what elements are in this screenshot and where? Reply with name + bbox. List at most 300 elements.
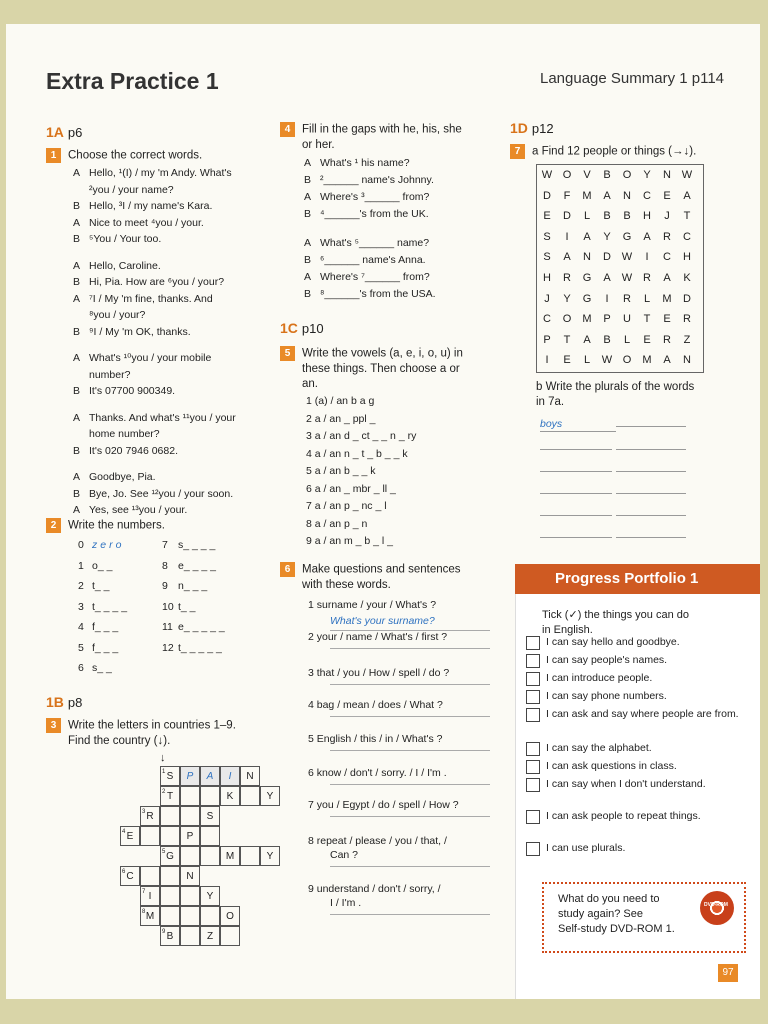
cell-letter: E <box>126 831 134 842</box>
speaker: A <box>304 191 312 203</box>
section-1c: 1C p10 <box>280 320 324 336</box>
line-text: ²______ name's Johnny. <box>320 174 434 186</box>
speaker: A <box>73 216 81 229</box>
ex5-line: 7 a / an p _ nc _ l <box>306 500 387 512</box>
cell-letter: K <box>226 791 234 802</box>
crossword-cell <box>240 766 260 786</box>
grid-letter: M <box>642 354 652 367</box>
number-row <box>78 579 207 593</box>
grid-letter: L <box>643 292 651 305</box>
crossword-cell <box>200 906 220 926</box>
cell-letter: N <box>186 871 194 882</box>
portfolio-item-text: I can say people's names. <box>546 654 668 666</box>
grid-letter: K <box>683 271 691 284</box>
grid-letter: G <box>622 230 632 243</box>
grid-letter: A <box>583 333 591 346</box>
cell-letter: O <box>226 911 234 922</box>
portfolio-item <box>546 842 746 855</box>
grid-letter: W <box>681 169 693 181</box>
number-word: t_ _ <box>178 600 196 613</box>
crossword-cell <box>240 786 260 806</box>
crossword-grid <box>110 766 274 946</box>
ex1-line <box>73 292 213 306</box>
number-digit: 6 <box>78 662 84 674</box>
grid-letter: O <box>622 354 632 367</box>
number-row <box>78 620 225 634</box>
speaker: A <box>304 157 312 169</box>
line-text: ⁴______'s from the UK. <box>320 208 429 220</box>
portfolio-intro: Tick (✓) the things you can do in English. <box>542 609 689 636</box>
portfolio-item <box>546 636 746 649</box>
line-text: Goodbye, Pia. <box>89 471 156 483</box>
ex1-line <box>73 368 130 382</box>
ex1-line <box>73 427 160 441</box>
crossword-cell <box>200 766 220 786</box>
grid-letter: M <box>582 313 592 326</box>
crossword-cell <box>200 886 220 906</box>
tick-checkbox[interactable] <box>526 760 540 774</box>
crossword-cell <box>140 906 160 926</box>
number-digit: 7 <box>162 539 168 551</box>
grid-letter: C <box>643 189 651 202</box>
ex5-line: 6 a / an _ mbr _ ll _ <box>306 482 396 495</box>
grid-letter: C <box>683 230 691 243</box>
dvd-rom-icon: DVD-ROM <box>700 891 734 925</box>
grid-letter: O <box>562 313 572 326</box>
grid-letter: P <box>603 313 611 326</box>
grid-letter: O <box>622 169 632 181</box>
ex7b-heading: b Write the plurals of the words in 7a. <box>536 381 695 408</box>
page-title: Extra Practice 1 <box>46 68 219 94</box>
line-text: What's ¹⁰you / your mobile <box>89 352 212 364</box>
grid-letter: B <box>603 210 611 223</box>
cell-letter: I <box>228 771 232 782</box>
number-row <box>78 661 178 675</box>
speaker: B <box>73 200 81 212</box>
ex6-item: 3 that / you / How / spell / do ? <box>308 667 450 679</box>
answer-line <box>330 716 490 717</box>
crossword-cell <box>220 926 240 946</box>
ex1-line <box>73 199 212 213</box>
grid-letter: L <box>583 354 591 367</box>
crossword-cell <box>180 906 200 926</box>
crossword-cell <box>120 866 140 886</box>
speaker: B <box>304 254 312 266</box>
ex5-line: 2 a / an _ ppl _ <box>306 412 376 425</box>
grid-row <box>537 247 703 268</box>
number-word: o_ _ <box>92 559 113 572</box>
study-text-1: What do you need to <box>558 893 660 905</box>
tick-checkbox[interactable] <box>526 636 540 650</box>
grid-letter: R <box>563 271 571 284</box>
speaker: A <box>73 504 81 516</box>
ex1-line <box>73 351 211 365</box>
ex5-line: 4 a / an n _ t _ b _ _ k <box>306 447 408 460</box>
ex6-item: 6 know / don't / sorry. / I / I'm . <box>308 767 447 779</box>
cell-letter: P <box>186 831 194 842</box>
portfolio-item <box>546 760 746 773</box>
portfolio-item <box>546 708 746 721</box>
number-word: n_ _ _ <box>178 580 208 592</box>
answer-line <box>330 684 490 685</box>
number-digit: 1 <box>78 559 84 572</box>
number-digit: 12 <box>162 641 174 654</box>
grid-letter: I <box>605 292 609 305</box>
tick-checkbox[interactable] <box>526 778 540 792</box>
portfolio-item <box>546 690 746 703</box>
answer-line <box>330 750 490 751</box>
grid-letter: O <box>562 169 572 181</box>
number-digit: 0 <box>78 539 84 551</box>
tick-checkbox[interactable] <box>526 654 540 668</box>
grid-letter: U <box>623 313 631 326</box>
cell-letter: M <box>225 851 235 862</box>
grid-letter: W <box>601 354 613 367</box>
line-text: ⁷I / My 'm fine, thanks. And <box>89 292 213 305</box>
ex6-item: 7 you / Egypt / do / spell / How ? <box>308 799 459 811</box>
line-text: What's ¹ his name? <box>320 157 410 169</box>
grid-letter: Y <box>563 292 571 305</box>
grid-letter: A <box>603 271 611 284</box>
ex4-line <box>304 270 430 284</box>
cell-letter: Z <box>206 931 214 942</box>
number-digit: 11 <box>162 621 173 633</box>
line-text: number? <box>89 368 131 381</box>
answer-line <box>330 866 490 867</box>
plural-answer-lines: boys <box>540 417 700 542</box>
crossword-cell <box>160 786 180 806</box>
number-digit: 8 <box>162 559 168 572</box>
grid-letter: J <box>664 210 670 223</box>
portfolio-item-text: I can use plurals. <box>546 842 626 854</box>
grid-letter: H <box>643 210 651 223</box>
ex6-item: 9 understand / don't / sorry, / <box>308 883 441 895</box>
portfolio-item <box>546 672 746 685</box>
crossword-cell <box>200 806 220 826</box>
number-row <box>78 641 222 655</box>
grid-letter: C <box>543 313 551 326</box>
speaker: A <box>73 471 81 483</box>
ex5-line: 1 (a) / an b a g <box>306 395 375 407</box>
crossword-cell <box>260 846 280 866</box>
speaker: A <box>73 259 81 272</box>
grid-row <box>537 268 703 289</box>
page-number: 97 <box>718 964 738 982</box>
number-digit: 9 <box>162 580 168 592</box>
number-row <box>78 559 216 573</box>
line-text: Yes, see ¹³you / your. <box>89 504 188 516</box>
speaker: B <box>73 276 81 288</box>
ex6-item: 1 surname / your / What's ? <box>308 599 437 611</box>
clue-number: 3 <box>142 809 146 815</box>
grid-letter: Y <box>603 230 611 243</box>
ex1-line <box>73 308 145 322</box>
grid-letter: P <box>543 333 551 346</box>
grid-letter: T <box>643 313 651 326</box>
grid-letter: G <box>582 271 592 284</box>
grid-letter: D <box>683 292 691 305</box>
line-text: Thanks. And what's ¹¹you / your <box>89 411 236 424</box>
grid-letter: E <box>543 210 551 223</box>
crossword-cell <box>180 766 200 786</box>
study-text-2: study again? See <box>558 908 644 920</box>
portfolio-item <box>546 742 746 755</box>
grid-letter: W <box>621 271 633 284</box>
answer-line <box>330 816 490 817</box>
grid-letter: B <box>603 333 611 346</box>
cell-letter: B <box>166 931 174 942</box>
grid-row <box>537 227 703 248</box>
crossword-cell <box>120 826 140 846</box>
cell-letter: T <box>166 791 174 802</box>
speaker: B <box>73 444 81 457</box>
grid-letter: R <box>663 333 671 346</box>
line-text: Hello, Caroline. <box>89 259 161 272</box>
speaker: B <box>73 233 81 245</box>
clue-number: 5 <box>162 849 166 855</box>
line-text: ⁶______ name's Anna. <box>320 254 426 266</box>
speaker: B <box>73 325 81 338</box>
tick-checkbox[interactable] <box>526 742 540 756</box>
ex1-line <box>73 444 178 458</box>
portfolio-item-text: I can ask people to repeat things. <box>546 810 701 822</box>
crossword-cell <box>220 906 240 926</box>
portfolio-item-text: I can introduce people. <box>546 672 653 684</box>
ex5-line: 8 a / an p _ n <box>306 517 368 530</box>
tick-checkbox[interactable] <box>526 672 540 686</box>
grid-letter: M <box>582 189 592 202</box>
crossword-cell <box>180 926 200 946</box>
tick-checkbox[interactable] <box>526 810 540 824</box>
grid-letter: R <box>623 292 631 305</box>
ex6-item: 2 your / name / What's / first ? <box>308 631 448 643</box>
number-digit: 2 <box>78 580 84 592</box>
speaker: B <box>73 487 81 500</box>
ex4-line <box>304 287 436 301</box>
crossword-cell <box>160 866 180 886</box>
section-1d: 1D p12 <box>510 120 554 136</box>
portfolio-title: Progress Portfolio 1 <box>515 564 760 594</box>
line-text: What's ⁵______ name? <box>320 237 430 249</box>
language-summary-ref: Language Summary 1 p114 <box>540 70 725 87</box>
grid-letter: H <box>543 271 551 284</box>
ex4-line <box>304 173 434 187</box>
speaker: A <box>73 292 81 305</box>
ex1-heading: 1 Choose the correct words. <box>46 148 202 164</box>
portfolio-item-text: I can say hello and goodbye. <box>546 636 680 648</box>
portfolio-item <box>546 778 746 791</box>
speaker: A <box>73 167 81 179</box>
ex5-line: 5 a / an b _ _ k <box>306 465 376 477</box>
workbook-page <box>6 24 760 999</box>
ex6-item: 5 English / this / in / What's ? <box>308 733 443 745</box>
grid-letter: R <box>663 230 671 243</box>
grid-row <box>537 309 703 330</box>
cell-letter: S <box>206 811 214 822</box>
ex1-line <box>73 384 175 398</box>
grid-letter: A <box>563 251 571 264</box>
ex6-item-continued: Can ? <box>330 849 359 861</box>
ex4-line <box>304 207 429 221</box>
portfolio-item-text: I can ask and say where people are from. <box>546 708 739 720</box>
number-row <box>78 538 215 552</box>
grid-letter: A <box>603 189 611 202</box>
grid-letter: R <box>683 313 691 326</box>
grid-letter: W <box>541 169 553 181</box>
tick-checkbox[interactable] <box>526 842 540 856</box>
ex6-item: 8 repeat / please / you / that, / <box>308 835 447 847</box>
crossword-cell <box>200 786 220 806</box>
crossword-cell <box>140 806 160 826</box>
grid-row <box>537 186 703 207</box>
crossword-cell <box>180 866 200 886</box>
cell-letter: G <box>166 851 174 862</box>
line-text: Hi, Pia. How are ⁶you / your? <box>89 276 225 288</box>
ex7a-heading: 7 a Find 12 people or things (→↓). <box>510 144 696 160</box>
grid-row <box>537 206 703 227</box>
grid-letter: A <box>663 271 671 284</box>
speaker: B <box>304 288 312 300</box>
grid-letter: V <box>583 169 591 181</box>
grid-letter: S <box>543 251 551 264</box>
grid-row <box>537 330 703 351</box>
speaker: B <box>73 385 81 397</box>
grid-letter: E <box>663 313 671 326</box>
line-text: ⁸you / your? <box>89 309 146 321</box>
crossword-cell <box>220 846 240 866</box>
cell-letter: R <box>146 811 154 822</box>
line-text: ²you / your name? <box>89 183 174 196</box>
answer-line <box>330 648 490 649</box>
line-text: Hello, ¹(I) / my 'm Andy. What's <box>89 167 232 179</box>
answer-line <box>330 914 490 915</box>
crossword-cell <box>160 846 180 866</box>
clue-number: 7 <box>142 889 146 895</box>
grid-letter: H <box>683 251 691 264</box>
grid-letter: E <box>643 333 651 346</box>
clue-number: 1 <box>162 769 166 775</box>
crossword-cell <box>180 886 200 906</box>
ex1-line <box>73 503 187 517</box>
speaker: B <box>304 174 312 186</box>
ex4-line <box>304 190 429 204</box>
grid-letter: N <box>683 354 691 367</box>
grid-letter: S <box>543 230 551 243</box>
ex5-line: 9 a / an m _ b _ l _ <box>306 535 393 547</box>
section-1a: 1A p6 <box>46 124 83 140</box>
number-digit: 5 <box>78 641 84 654</box>
clue-number: 9 <box>162 929 166 935</box>
crossword-cell <box>200 846 220 866</box>
number-word: t_ _ _ _ <box>92 600 128 613</box>
ex1-line <box>73 259 161 273</box>
portfolio-item-text: I can say the alphabet. <box>546 742 652 754</box>
cell-letter: Y <box>206 891 214 902</box>
ex4-heading: 4 Fill in the gaps with he, his, she or her. <box>280 122 462 153</box>
number-word: s_ _ _ _ <box>178 539 216 551</box>
speaker: A <box>73 352 81 364</box>
grid-letter: J <box>544 292 550 305</box>
grid-letter: B <box>603 169 611 181</box>
ex4-line <box>304 236 429 250</box>
clue-number: 6 <box>122 869 126 875</box>
speaker: A <box>304 237 312 249</box>
grid-letter: A <box>583 230 591 243</box>
portfolio-item-text: I can say phone numbers. <box>546 690 667 702</box>
crossword-cell <box>260 786 280 806</box>
number-word: f_ _ _ <box>92 641 119 654</box>
grid-letter: I <box>565 230 569 243</box>
ex6-heading: 6 Make questions and sentences with these words. <box>280 562 461 593</box>
ex4-line <box>304 156 410 170</box>
tick-checkbox[interactable] <box>526 708 540 722</box>
line-text: ⁹I / My 'm OK, thanks. <box>89 325 191 338</box>
ex1-line <box>73 487 233 501</box>
number-word: f_ _ _ <box>92 621 119 633</box>
ex1-line <box>73 325 191 339</box>
portfolio-item-text: I can ask questions in class. <box>546 760 677 772</box>
ex1-line <box>73 275 224 289</box>
down-arrow-icon: ↓ <box>160 752 166 764</box>
grid-row <box>537 350 703 371</box>
line-text: Bye, Jo. See ¹²you / your soon. <box>89 487 234 500</box>
crossword-cell <box>160 806 180 826</box>
tick-checkbox[interactable] <box>526 690 540 704</box>
number-word: e_ _ _ _ <box>178 559 216 572</box>
ex1-line <box>73 232 161 246</box>
section-1b: 1B p8 <box>46 694 83 710</box>
number-word: t_ _ <box>92 580 110 592</box>
speaker: A <box>304 271 312 283</box>
clue-number: 8 <box>142 909 146 915</box>
number-digit: 4 <box>78 621 84 633</box>
ex1-line <box>73 411 236 425</box>
grid-letter: F <box>563 189 571 202</box>
line-text: home number? <box>89 428 160 440</box>
grid-row <box>537 289 703 310</box>
number-word: s_ _ <box>92 662 112 674</box>
portfolio-item <box>546 654 746 667</box>
number-digit: 3 <box>78 600 84 613</box>
grid-letter: M <box>662 292 672 305</box>
clue-number: 4 <box>122 829 126 835</box>
grid-letter: E <box>563 354 571 367</box>
cell-letter: I <box>148 891 152 902</box>
grid-letter: D <box>603 251 611 264</box>
grid-letter: T <box>683 210 691 223</box>
number-word: t_ _ _ _ _ <box>178 641 222 654</box>
ex1-line <box>73 216 204 230</box>
cell-letter: M <box>145 911 155 922</box>
line-text: ⁸______'s from the USA. <box>320 288 436 300</box>
ex1-line <box>73 166 232 180</box>
ex5-line: 3 a / an d _ ct _ _ n _ ry <box>306 430 417 442</box>
crossword-cell <box>200 826 220 846</box>
crossword-cell <box>160 926 180 946</box>
grid-letter: L <box>583 210 591 223</box>
grid-letter: N <box>623 189 631 202</box>
cell-letter: C <box>126 871 134 882</box>
ex6-item: 4 bag / mean / does / What ? <box>308 699 443 711</box>
ex5-heading: 5 Write the vowels (a, e, i, o, u) in these things. Then choose a or an. <box>280 346 463 392</box>
crossword-cell <box>180 826 200 846</box>
grid-letter: L <box>623 333 631 346</box>
speaker: B <box>304 208 312 220</box>
grid-letter: A <box>663 354 671 367</box>
crossword-cell <box>240 846 260 866</box>
word-search-grid <box>536 164 704 373</box>
grid-letter: N <box>583 251 591 264</box>
